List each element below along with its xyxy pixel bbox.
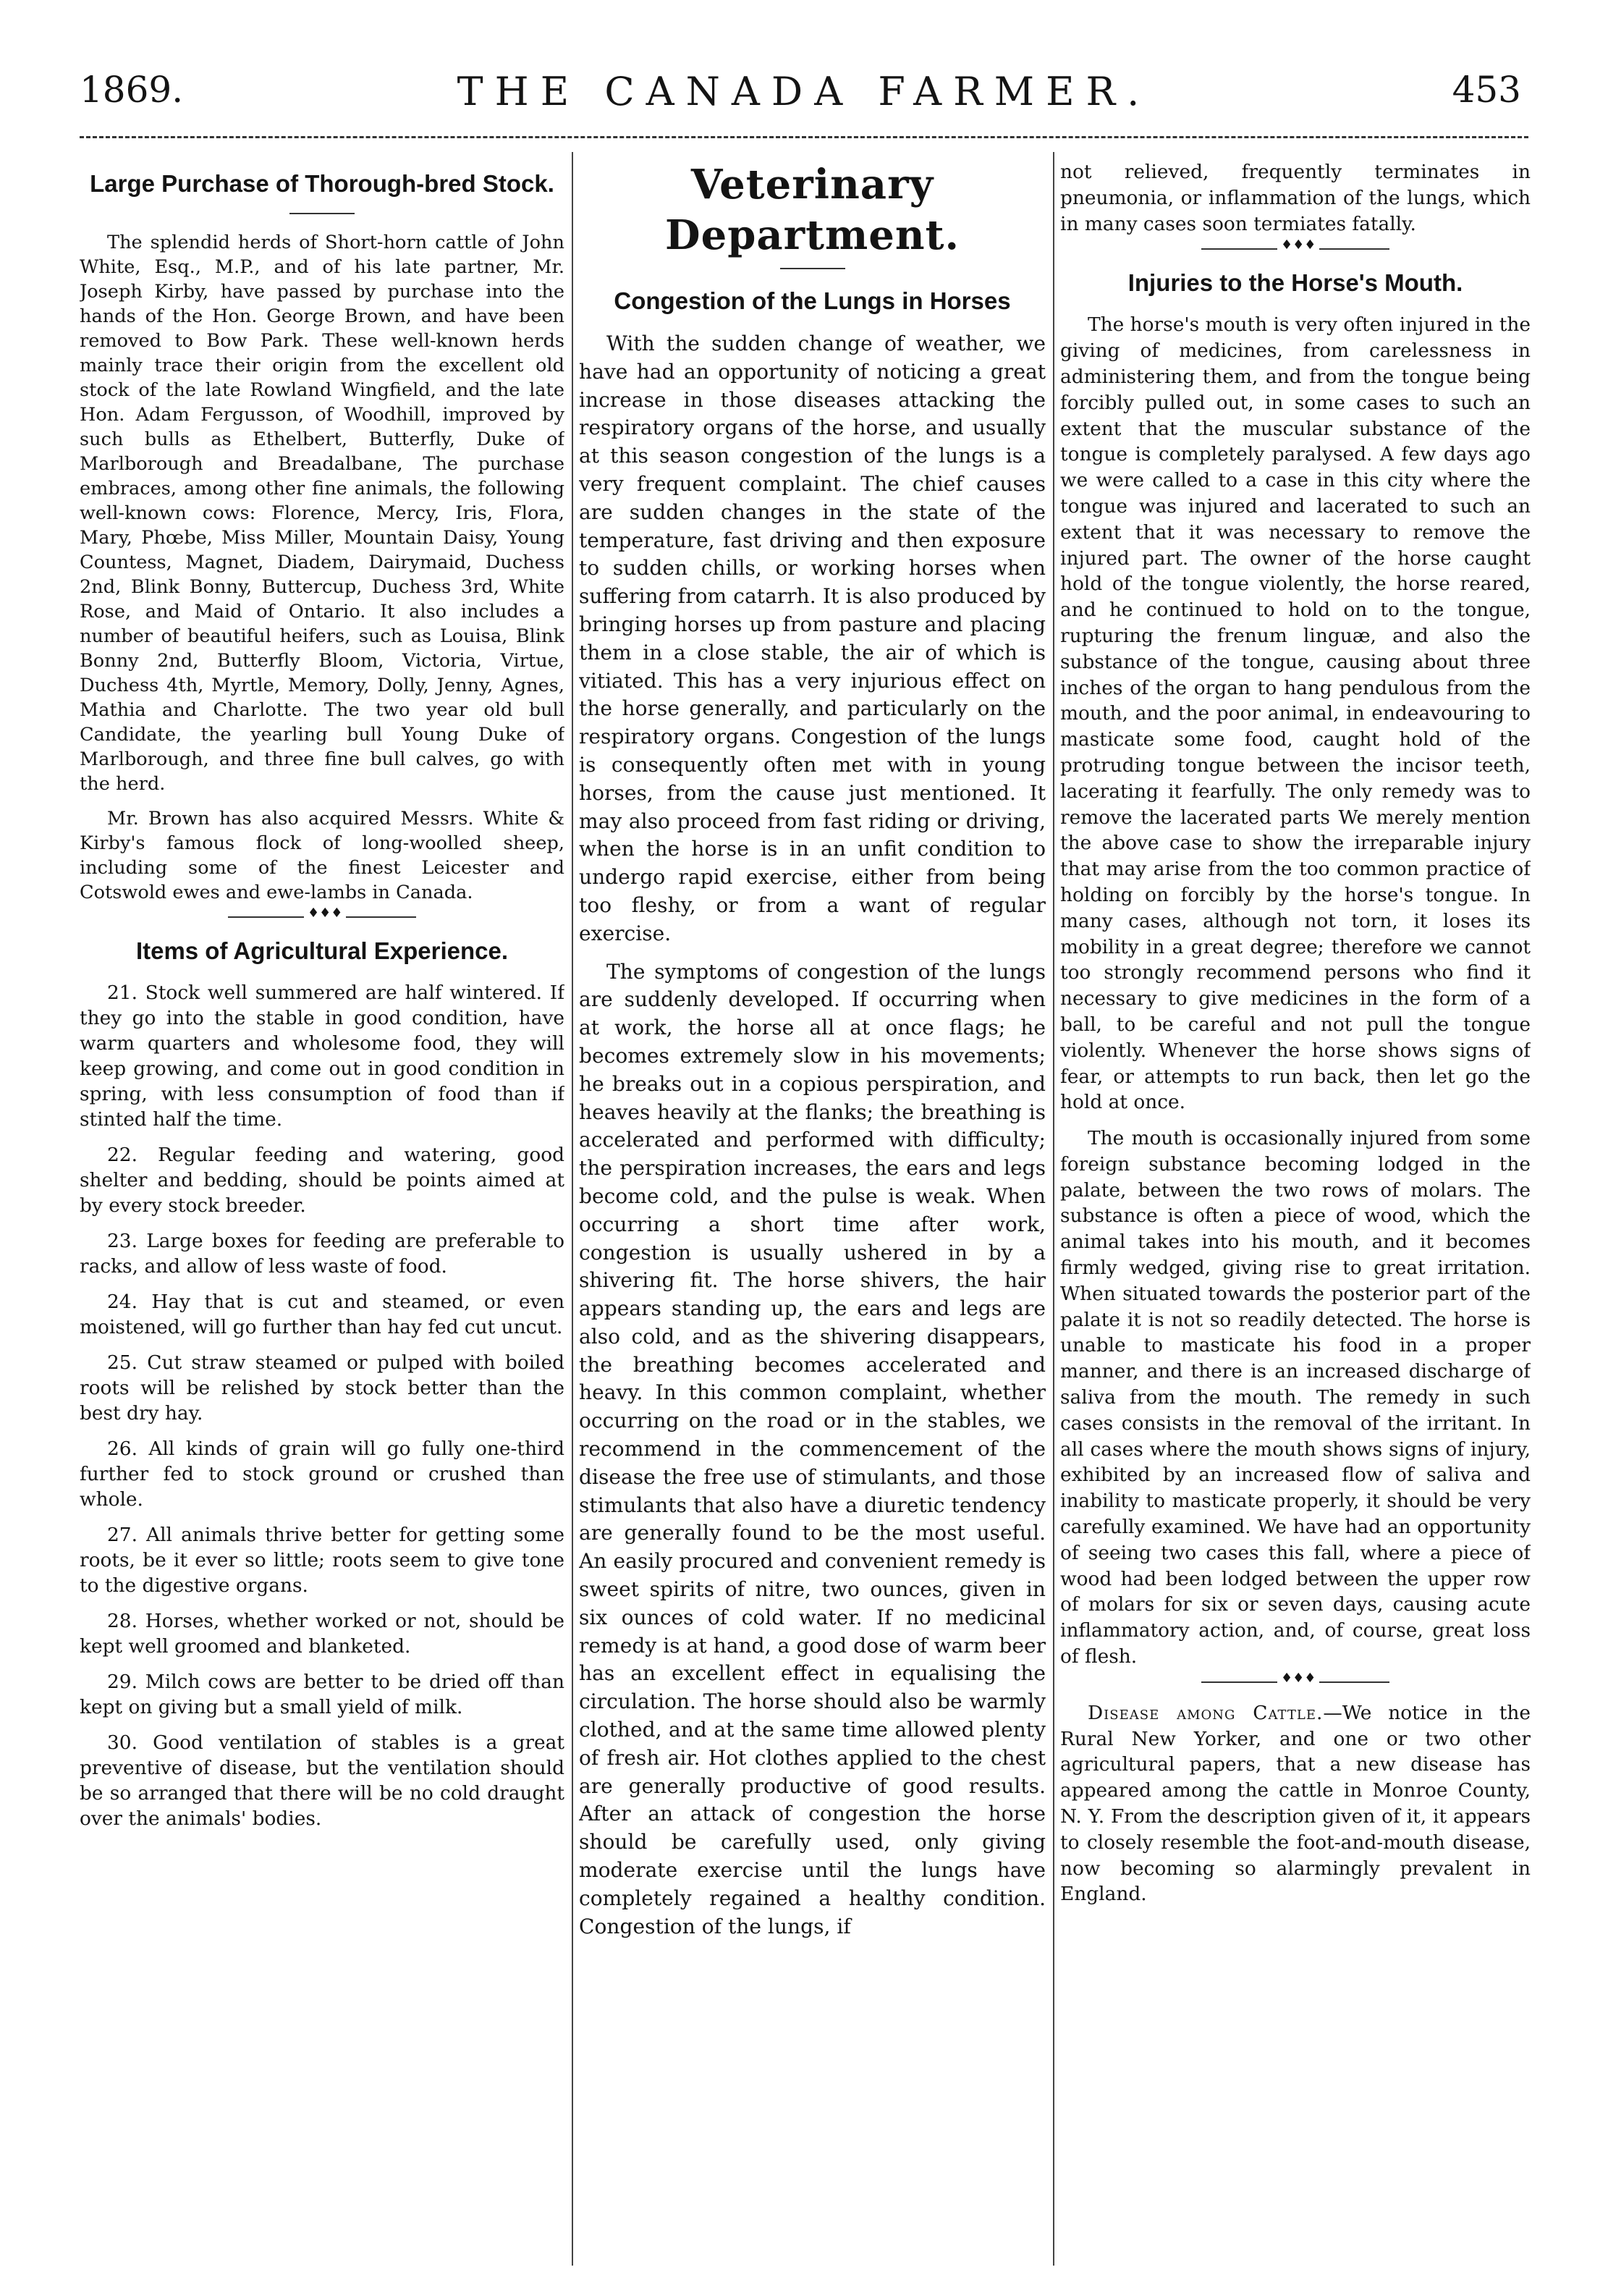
list-item: 24. Hay that is cut and steamed, or even moistened, will go further than hay fed cut uncut. xyxy=(80,1291,564,1338)
title-rule xyxy=(780,268,845,269)
article-paragraph: Mr. Brown has also acquired Messrs. White & Kirby's famous flock of long-woolled sheep, including some of the finest Leicester and Cotswold ewes and ewe-lambs in Canada. xyxy=(80,808,564,903)
article-paragraph: The splendid herds of Short-horn cattle of John White, Esq., M.P., and of his late partner, Mr. Joseph Kirby, have passed by purchase into the hands of the Hon. George Brown, and have been removed to Bow Park. These well-known herds mainly trace their origin from the excellent old stock of the late Rowland Wingfield, and the late Hon. Adam Fergusson, of Woodhill, improved by such bulls as Ethelbert, Butterfly, Duke of Marlborough and Breadalbane, The purchase embraces, among other fine animals, the following well-known cows: Florence, Mercy, Iris, Flora, Mary, Phœbe, Miss Miller, Mountain Daisy, Young Countess, Magnet, Diadem, Dairymaid, Duchess 2nd, Blink Bonny, Buttercup, Duchess 3rd, White Rose, and Maid of Ontario. It also includes a number of beautiful heifers, such as Louisa, Blink Bonny 2nd, Butterfly Bloom, Victoria, Virtue, Duchess 4th, Myrtle, Memory, Dolly, Jenny, Agnes, Mathia and Charlotte. The two year old bull Candidate, the yearling bull Young Duke of Marlborough, and three fine bull calves, go with the herd. xyxy=(80,232,564,795)
notice-heading: Disease among Cattle. xyxy=(1088,1701,1324,1724)
article-paragraph: The symptoms of congestion of the lungs are suddenly developed. If occurring when at work, the horse all at once flags; he becomes extremely slow in his movements; he breaks out in a copious perspiration, and heaves heavily at the flanks; the breathing is accelerated and performed with difficulty; the perspiration increases, the ears and legs become cold, and the pulse is weak. When occurring a short time after work, congestion is usually ushered in by a shivering fit. The horse shivers, the hair appears standing up, the ears and legs are also cold, and as the shivering disappears, the breathing becomes accelerated and heavy. In this common complaint, whether occurring on the road or in the stables, we recommend in the commencement of the disease the free use of stimulants, and those stimulants that also have a diuretic tendency are generally found to be the most useful. An easily procured and convenient remedy is sweet spirits of nitre, two ounces, given in six ounces of cold water. If no medicinal remedy is at hand, a good dose of warm beer has an excellent effect in equalising the circulation. The horse should also be warmly clothed, and at the same time allowed plenty of fresh air. Hot clothes applied to the chest are generally productive of good results. After an attack of congestion the horse should be carefully used, only giving moderate exercise until the lungs have completely regained a healthy condition. Congestion of the lungs, if xyxy=(579,959,1046,1938)
list-item: 26. All kinds of grain will go fully one-third further fed to stock ground or crushed than whole. xyxy=(80,1438,564,1511)
list-item: 21. Stock well summered are half wintered. If they go into the stable in good condition, have warm quarters and wholesome food, they will keep growing, and come out in good condition in spring, with less consumption of food than if stinted half the time. xyxy=(80,982,564,1131)
title-rule xyxy=(289,213,355,214)
masthead xyxy=(0,69,1608,134)
column-divider xyxy=(1053,152,1054,2266)
department-heading: Veterinary Department. xyxy=(665,161,960,259)
article-paragraph: With the sudden change of weather, we have had an opportunity of noticing a great increase in those diseases attacking the respiratory organs of the horse, and usually at this season congestion of the lungs is a very frequent complaint. The chief causes are sudden changes in the state of the temperature, fast driving and then exposure to sudden chills, or working horses when suffering from catarrh. It is also produced by bringing horses up from pasture and placing them in a close stable, the air of which is vitiated. This has a very injurious effect on the horse generally, and particularly on the respiratory organs. Congestion of the lungs is consequently often met with in young horses, from the cause just mentioned. It may also proceed from fast riding or driving, when the horse is in an unfit condition to undergo rapid exercise, either from being too fleshy, or from a want of regular exercise. xyxy=(579,332,1046,945)
list-item: 25. Cut straw steamed or pulped with boiled roots will be relished by stock better than the best dry hay. xyxy=(80,1351,564,1425)
ornamental-divider xyxy=(1201,248,1389,253)
list-item: 29. Milch cows are better to be dried off than kept on giving but a small yield of milk. xyxy=(80,1671,564,1718)
header-rule xyxy=(80,136,1528,138)
list-item: 22. Regular feeding and watering, good shelter and bedding, should be points aimed at by every stock breeder. xyxy=(80,1144,564,1217)
column-middle xyxy=(579,159,1046,2273)
notice-text: —We notice in the Rural New Yorker, and one or two other agricultural papers, that a new disease has appeared among the cattle in Monroe County, N. Y. From the description given of it, it appears to closely resemble the foot-and-mouth disease, now becoming so alarmingly prevalent in England. xyxy=(1060,1701,1531,1906)
list-item: 30. Good ventilation of stables is a great preventive of disease, but the ventilation should be so arranged that there will be no cold draught over the animals' bodies. xyxy=(80,1731,564,1830)
article-paragraph: The mouth is occasionally injured from some foreign substance becoming lodged in the palate, between the two rows of molars. The substance is often a piece of wood, which the animal takes into his mouth, and it becomes firmly wedged, giving rise to great irritation. When situated towards the posterior part of the palate it is not so readily detected. The horse is unable to masticate his food in a proper manner, and there is an increased discharge of saliva from the mouth. The remedy in such cases consists in the removal of the irritant. In all cases where the mouth shows signs of injury, exhibited by an increased flow of saliva and inability to masticate properly, it should be very carefully examined. We have had an opportunity of seeing two cases this fall, where a piece of wood had been lodged between the upper row of molars for six or seven days, causing acute inflammatory action, and, of course, great loss of flesh. xyxy=(1060,1127,1531,1668)
column-left xyxy=(80,159,564,2273)
issue-year: 1869. xyxy=(80,69,184,111)
article-title: Large Purchase of Thorough-bred Stock. xyxy=(90,170,554,197)
article-title: Injuries to the Horse's Mouth. xyxy=(1127,269,1463,297)
newspaper-title: THE CANADA FARMER. xyxy=(457,69,1151,114)
list-item: 28. Horses, whether worked or not, should be kept well groomed and blanketed. xyxy=(80,1610,564,1658)
column-right xyxy=(1060,159,1531,2273)
ornamental-divider xyxy=(1201,1681,1389,1686)
article-title: Items of Agricultural Experience. xyxy=(135,937,509,964)
continued-text: not relieved, frequently terminates in pneumonia, or inflammation of the lungs, which in many cases soon termiates fatally. xyxy=(1060,161,1531,235)
ornamental-divider xyxy=(228,916,416,921)
list-item: 23. Large boxes for feeding are preferable to racks, and allow of less waste of food. xyxy=(80,1230,564,1278)
article-title: Congestion of the Lungs in Horses xyxy=(614,287,1011,314)
list-item: 27. All animals thrive better for getting some roots, be it ever so little; roots seem to give tone to the digestive organs. xyxy=(80,1524,564,1597)
notice-paragraph xyxy=(1060,1700,1531,1907)
page-number: 453 xyxy=(1452,69,1521,111)
article-paragraph: The horse's mouth is very often injured in the giving of medicines, from carelessness in administering them, and from the tongue being forcibly pulled out, in some cases to such an extent that the muscular substance of the tongue is completely paralysed. A few days ago we were called to a case in this city where the tongue was injured and lacerated to such an extent that it was necessary to remove the injured part. The owner of the horse caught hold of the tongue violently, the horse reared, and he continued to hold on to the tongue, rupturing the frenum linguæ, and also the substance of the tongue, causing about three inches of the organ to hang pendulous from the mouth, and the poor animal, in endeavouring to masticate some food, caught hold of the protruding tongue between the incisor teeth, lacerating it fearfully. The only remedy was to remove the lacerated parts We merely mention the above case to show the irreparable injury that may arise from the too common practice of holding on forcibly by the horse's tongue. In many cases, although not torn, it loses its mobility in a great degree; therefore we cannot too strongly recommend persons who find it necessary to give medicines in the form of a ball, to be careful and not pull the tongue violently. Whenever the horse shows signs of fear, or attempts to run back, then let go the hold at once. xyxy=(1060,313,1531,1114)
column-divider xyxy=(572,152,573,2266)
